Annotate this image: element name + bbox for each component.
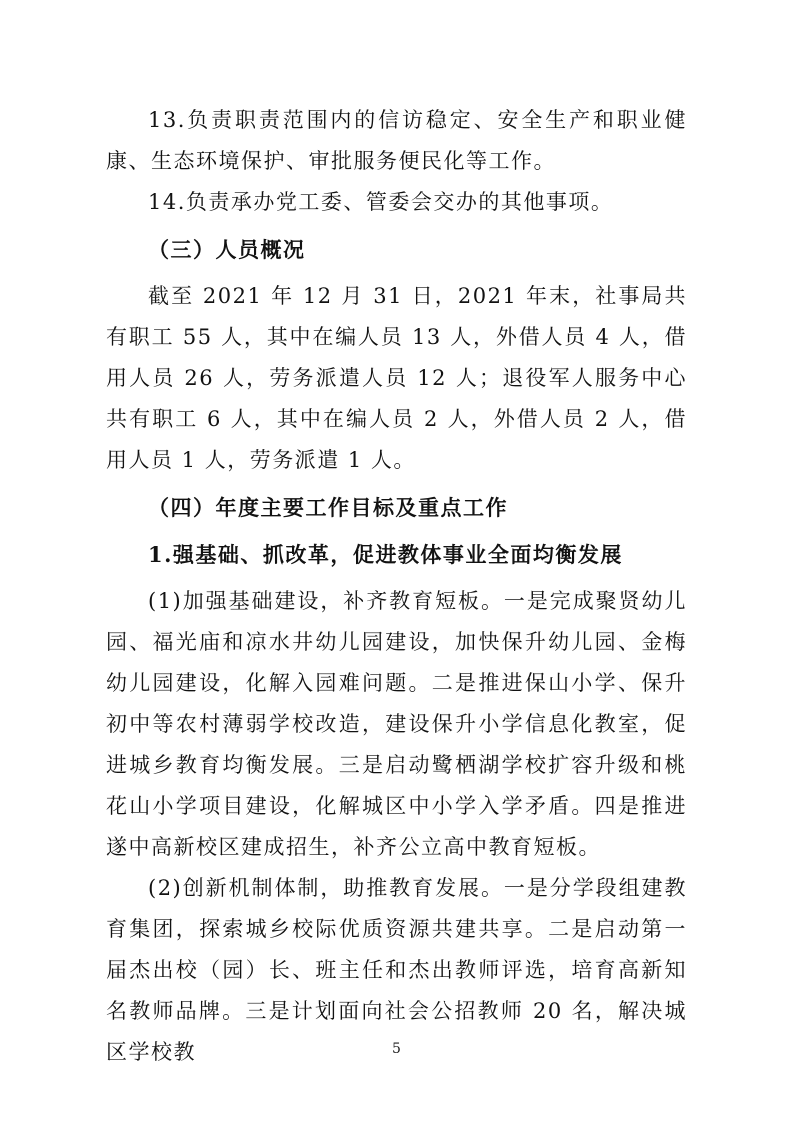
page-number: 5 <box>392 1041 401 1057</box>
section-heading: 1.强基础、抓改革，促进教体事业全面均衡发展 <box>148 542 623 567</box>
document-body <box>106 100 687 1073</box>
section-heading: （四）年度主要工作目标及重点工作 <box>148 495 508 520</box>
paragraph: (2)创新机制体制，助推教育发展。一是分学段组建教育集团，探索城乡校际优质资源共建共享。二是启动第一届杰出校（园）长、班主任和杰出教师评选，培育高新知名教师品牌。三是计划面向社会公招教师 20 名，解决城区学校教 <box>106 876 687 1064</box>
paragraph: 截至 2021 年 12 月 31 日，2021 年末，社事局共有职工 55 人，其中在编人员 13 人，外借人员 4 人，借用人员 26 人，劳务派遣人员 12 人；退役军人服务中心共有职工 6 人，其中在编人员 2 人，外借人员 2 人，借用人员 1 人，劳务派遣 1 人。 <box>106 284 687 472</box>
paragraph: 14.负责承办党工委、管委会交办的其他事项。 <box>148 190 614 214</box>
section-heading: （三）人员概况 <box>148 237 306 262</box>
paragraph: 13.负责职责范围内的信访稳定、安全生产和职业健康、生态环境保护、审批服务便民化等工作。 <box>106 108 687 173</box>
paragraph: (1)加强基础建设，补齐教育短板。一是完成聚贤幼儿园、福光庙和凉水井幼儿园建设，加快保升幼儿园、金梅幼儿园建设，化解入园难问题。二是推进保山小学、保升初中等农村薄弱学校改造，建设保升小学信息化教室，促进城乡教育均衡发展。三是启动鹭栖湖学校扩容升级和桃花山小学项目建设，化解城区中小学入学矛盾。四是推进遂中高新校区建成招生，补齐公立高中教育短板。 <box>106 589 687 859</box>
